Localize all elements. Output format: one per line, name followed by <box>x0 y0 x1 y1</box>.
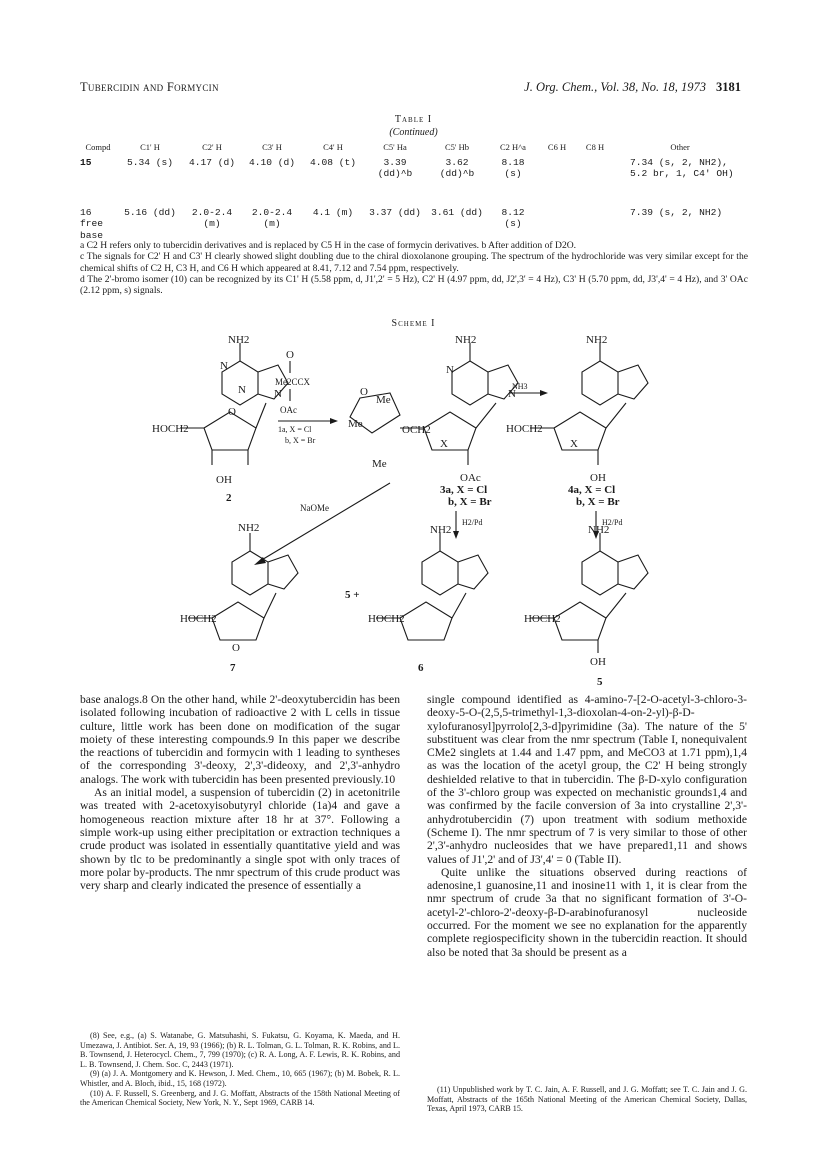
svg-text:H2/Pd: H2/Pd <box>602 518 623 527</box>
svg-text:NH3: NH3 <box>512 382 528 391</box>
table-cell: 2.0-2.4 (m) <box>191 206 233 229</box>
footnote: (11) Unpublished work by T. C. Jain, A. F. Russell, and J. G. Moffatt; see T. C. Jain and J. G. Moffatt, Abstracts of the 165th National Meeting of the American Chemical Society, Dallas, Texas, April 1973, CARB 15. <box>427 1085 747 1114</box>
table-cell: 7.39 (s, 2, NH2) <box>630 206 723 218</box>
table-cell: 7.34 (s, 2, NH2), 5.2 br, 1, C4' OH) <box>630 156 734 179</box>
svg-text:NaOMe: NaOMe <box>300 503 329 513</box>
svg-text:N: N <box>446 364 454 376</box>
table-cell: 3.37 (dd) <box>369 206 421 218</box>
svg-text:HOCH2: HOCH2 <box>368 613 405 625</box>
col-header: C8 H <box>585 142 605 152</box>
table-cell: 4.08 (t) <box>309 156 357 168</box>
svg-text:OH: OH <box>216 474 232 486</box>
table-footnote: c The signals for C2' H and C3' H clearly showed slight doubling due to the chiral dioxolanone grouping. The spectrum of the hydrochloride was very similar except for the chemical shifts of C2 H, C3 H, and C6 H which appeared at 8.41, 7.12 and 7.54 ppm, respectively. <box>80 251 748 274</box>
paragraph: As an initial model, a suspension of tubercidin (2) in acetonitrile was treated with 2-acetoxyisobutyryl chloride (1a)4 and gave a homogeneous reaction mixture after 18 hr at 37°. Following a simple work-up using either precipitation or extraction techniques a crude product was isolated in essentially quantitative yield and was shown by tlc to be predominantly a single spot with only traces of more polar by-products. The nmr spectrum of this crude product was very sharp and clearly indicated the presence of essentially a <box>80 786 400 893</box>
svg-text:b, X = Br: b, X = Br <box>448 496 492 508</box>
table-cell: 5.16 (dd) <box>124 206 176 218</box>
compound-2 <box>152 334 288 504</box>
svg-text:b, X = Br: b, X = Br <box>576 496 620 508</box>
running-head-title: Tubercidin and Formycin <box>80 80 219 94</box>
svg-text:HOCH2: HOCH2 <box>152 423 189 435</box>
svg-text:6: 6 <box>418 662 424 673</box>
svg-text:HOCH2: HOCH2 <box>506 423 543 435</box>
svg-text:3a, X = Cl: 3a, X = Cl <box>440 484 488 496</box>
svg-text:NH2: NH2 <box>238 522 260 534</box>
table-row <box>78 207 746 242</box>
compound-5-label: 5 <box>597 676 603 688</box>
svg-text:OH: OH <box>590 472 606 484</box>
footnote: (10) A. F. Russell, S. Greenberg, and J. G. Moffatt, Abstracts of the 158th National Meeting of the American Chemical Society, New York, N. Y., Sept 1969, CARB 14. <box>80 1088 400 1108</box>
col-header: C6 H <box>547 142 567 152</box>
reaction-scheme <box>150 333 710 673</box>
svg-text:OH: OH <box>590 656 606 668</box>
svg-text:NH2: NH2 <box>228 334 250 346</box>
table-title: Table I <box>394 114 433 125</box>
compound-3 <box>348 334 518 508</box>
footnotes-left <box>80 1031 400 1108</box>
svg-text:1a, X = Cl: 1a, X = Cl <box>278 425 312 434</box>
col-header: C2' H <box>202 142 222 152</box>
col-header: Other <box>670 142 690 152</box>
table-cell: 8.18 (s) <box>501 156 525 179</box>
table-cell: 16 free base <box>80 206 104 241</box>
table-cell: 3.61 (dd) <box>431 206 483 218</box>
table-cell: 5.34 (s) <box>126 156 174 168</box>
svg-text:Me: Me <box>372 458 387 470</box>
footnotes-right <box>427 1085 747 1114</box>
table-footnote: d The 2'-bromo isomer (10) can be recognized by its C1' H (5.58 ppm, d, J1',2' = 5 Hz), C2' H (4.97 ppm, dd, J2',3' = 4 Hz), C3' H (5.70 ppm, dd, J3',4' = 4 Hz), and 3' OAc (2.12 ppm, s) signals. <box>80 273 748 297</box>
svg-text:O: O <box>286 349 294 361</box>
table-header-row <box>78 142 746 157</box>
footnote: (8) See, e.g., (a) S. Watanabe, G. Matsuhashi, S. Fukatsu, G. Koyama, K. Maeda, and H. Umezawa, J. Antibiot. Ser. A, 19, 93 (1966); (b) R. L. Tolman, G. L. Tolman, R. K. Robins, and L. B. Townsend, J. Heterocycl. Chem., 7, 799 (1970); (c) R. A. Long, A. F. Lewis, R. K. Robins, and L. B. Townsend, J. Chem. Soc. C, 2443 (1971). <box>80 1031 400 1069</box>
table-footnote: a C2 H refers only to tubercidin derivatives and is replaced by C5 H in the case of formycin derivatives. b After addition of D2O. <box>80 240 577 251</box>
table-cell: 2.0-2.4 (m) <box>251 206 293 229</box>
table-cell: 15 <box>80 156 92 168</box>
svg-text:N: N <box>508 388 516 400</box>
footnote: (9) (a) J. A. Montgomery and K. Hewson, J. Med. Chem., 10, 665 (1967); (b) M. Bobek, R. L. Whistler, and A. Bloch, ibid., 15, 168 (1972). <box>80 1069 400 1088</box>
col-header: C4' H <box>323 142 343 152</box>
table-cell: 4.17 (d) <box>188 156 236 168</box>
svg-text:NH2: NH2 <box>455 334 477 346</box>
svg-text:b, X = Br: b, X = Br <box>285 436 316 445</box>
table-cell: 4.1 (m) <box>312 206 354 218</box>
col-header: C3' H <box>262 142 282 152</box>
compound-4 <box>506 334 648 508</box>
svg-text:X: X <box>440 438 448 450</box>
svg-text:2: 2 <box>226 492 232 504</box>
body-right-column <box>427 693 747 959</box>
svg-text:Me2CCX: Me2CCX <box>275 377 311 387</box>
svg-text:OAc: OAc <box>460 472 481 484</box>
svg-text:O: O <box>228 406 236 418</box>
svg-text:Me: Me <box>348 418 363 430</box>
body-left-column <box>80 693 400 892</box>
col-header: Compd <box>85 142 111 152</box>
paragraph: single compound identified as 4-amino-7-[2-O-acetyl-3-chloro-3-deoxy-5-O-(2,5,5-trimethyl-1,3-dioxolan-4-on-2-yl)-β-D-xylofuranosyl]pyrrolo[2,3-d]pyrimidine (3a). The nature of the 5' substituent was clear from the nmr spectrum (Table I, nonequivalent CMe2 singlets at 1.44 and 1.47 ppm, and MeCO3 at 1.71 ppm),1,4 as was the location of the acetyl group, the C2' H being strongly deshielded relative to that in tubercidin. The β-D-xylo configuration of the 3'-chloro group was expected on mechanistic grounds1,4 and was confirmed by the facile conversion of 3a into crystalline 2',3'-anhydrotubercidin (7) upon treatment with sodium methoxide (Scheme I). The nmr spectrum of 7 is very similar to those of other 2',3'-anhydro nucleosides that we have prepared1,11 and shows values of J1',2' and of J3',4' = 0 (Table II). <box>427 693 747 866</box>
table-cell <box>538 207 576 242</box>
svg-text:OAc: OAc <box>280 405 297 415</box>
col-header: C5' Hb <box>445 142 469 152</box>
svg-text:HOCH2: HOCH2 <box>524 613 561 625</box>
svg-text:Me: Me <box>376 394 391 406</box>
nmr-table <box>78 142 746 241</box>
svg-text:NH2: NH2 <box>586 334 608 346</box>
table-cell <box>576 207 614 242</box>
product-5-plus: 5 + <box>345 589 360 601</box>
table-cell: 8.12 (s) <box>501 206 525 229</box>
table-cell: 3.39 (dd)^b <box>377 156 413 179</box>
svg-text:N: N <box>238 384 246 396</box>
table-row <box>78 157 746 207</box>
table-footnotes <box>80 240 748 296</box>
svg-text:OCH2: OCH2 <box>402 424 431 436</box>
svg-text:N: N <box>220 360 228 372</box>
paragraph: base analogs.8 On the other hand, while 2'-deoxytubercidin has been isolated following incubation of radioactive 2 with L cells in tissue culture, little work has been done on modification of the sugar moiety of these interesting compounds.9 In this paper we describe the reactions of tubercidin and formycin with 1 leading to syntheses of the corresponding 3'-deoxy, 2',3'-dideoxy, and 2',3'-anhydro analogs. The work with tubercidin has been presented previously.10 <box>80 693 400 786</box>
svg-text:4a, X = Cl: 4a, X = Cl <box>568 484 616 496</box>
page-number: 3181 <box>716 80 741 94</box>
table-cell: 3.62 (dd)^b <box>439 156 475 179</box>
paragraph: Quite unlike the situations observed during reactions of adenosine,1 guanosine,11 and inosine11 with 1, it is clear from the nmr spectrum of crude 3a that no significant formation of 3'-O-acetyl-2'-chloro-2'-deoxy-β-D-arabinofuranosyl nucleoside occurred. For the moment we see no explanation for the apparently complete regiospecificity shown in the tubercidin reaction. It should also be noted that 3a should be present as a <box>427 865 747 959</box>
compound-6 <box>368 524 488 673</box>
svg-text:HOCH2: HOCH2 <box>180 613 217 625</box>
journal-citation: J. Org. Chem., Vol. 38, No. 18, 1973 <box>524 80 706 94</box>
svg-text:NH2: NH2 <box>430 524 452 536</box>
table-cell <box>538 157 576 207</box>
col-header: C1' H <box>140 142 160 152</box>
table-cell: 4.10 (d) <box>248 156 296 168</box>
svg-text:7: 7 <box>230 662 236 673</box>
col-header: C2 H^a <box>500 142 526 152</box>
table-subtitle: (Continued) <box>389 127 438 138</box>
reagent-1 <box>275 349 338 445</box>
scheme-title: Scheme I <box>391 318 436 329</box>
svg-text:O: O <box>232 642 240 654</box>
svg-text:X: X <box>570 438 578 450</box>
col-header: C5' Ha <box>383 142 407 152</box>
table-cell <box>576 157 614 207</box>
svg-text:NH2: NH2 <box>588 524 610 536</box>
running-head-journal <box>524 80 741 95</box>
compound-7 <box>180 522 298 673</box>
svg-text:H2/Pd: H2/Pd <box>462 518 483 527</box>
svg-text:N: N <box>274 388 282 400</box>
compound-5 <box>524 524 648 668</box>
svg-text:O: O <box>360 386 368 398</box>
